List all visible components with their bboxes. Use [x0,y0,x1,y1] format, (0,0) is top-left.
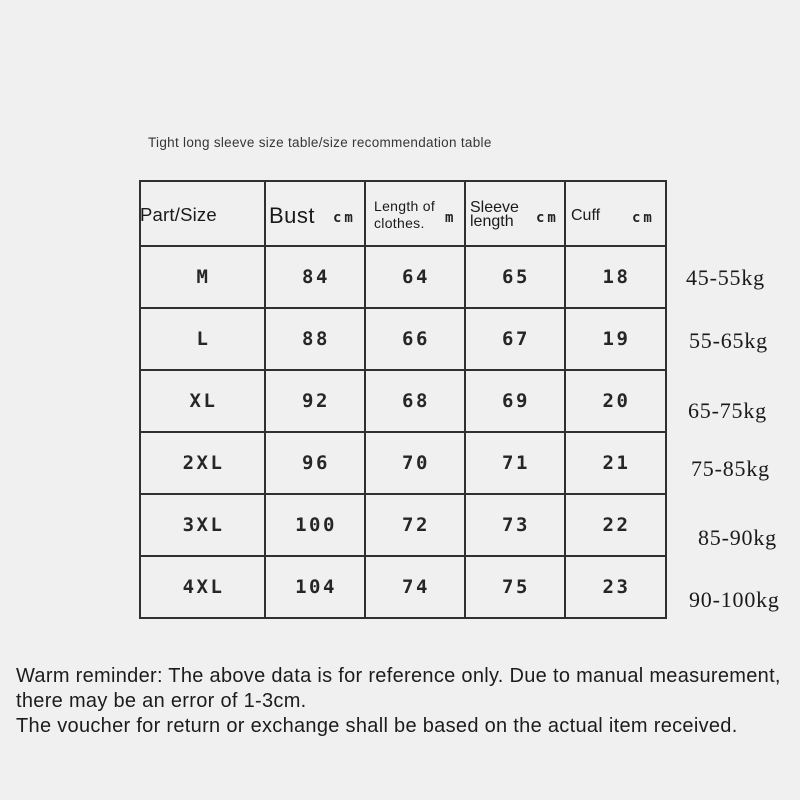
header-label-sleeve [470,201,519,229]
weight-recommendation: 55-65kg [689,328,768,353]
cell-length: 68 [365,370,465,432]
cell-cuff: 18 [565,246,666,308]
cell-bust: 92 [265,370,365,432]
cell-bust: 84 [265,246,365,308]
header-unit-length: m [445,210,457,226]
cell-cuff: 21 [565,432,666,494]
cell-cuff: 19 [565,308,666,370]
cell-sleeve: 69 [465,370,565,432]
weight-recommendation: 90-100kg [689,587,780,612]
cell-sleeve: 75 [465,556,565,618]
header-label-cuff: Cuff [571,207,601,224]
header-label-part-size: Part/Size [140,204,217,225]
cell-size: 3XL [140,494,265,556]
header-unit-cuff: cm [632,210,655,226]
header-label-length-line: Length of [374,198,436,214]
cell-length: 66 [365,308,465,370]
cell-cuff: 20 [565,370,666,432]
header-cell-sleeve [465,181,565,246]
cell-bust: 100 [265,494,365,556]
header-unit-sleeve: cm [536,210,559,226]
header-label-length-line: clothes. [374,215,425,231]
weight-recommendation: 75-85kg [691,456,770,481]
cell-length: 64 [365,246,465,308]
weight-recommendation: 45-55kg [686,265,765,290]
header-label-bust: Bust [269,203,316,228]
header-cell-length [365,181,465,246]
header-cell-bust [265,181,365,246]
size-table [140,181,666,618]
header-label-sleeve-line: length [470,213,514,230]
cell-size: 2XL [140,432,265,494]
chart-title: Tight long sleeve size table/size recommendation table [148,135,492,150]
cell-size: 4XL [140,556,265,618]
cell-size: M [140,246,265,308]
cell-sleeve: 65 [465,246,565,308]
reminder-line: The voucher for return or exchange shall be based on the actual item received. [16,715,738,737]
cell-sleeve: 73 [465,494,565,556]
cell-cuff: 23 [565,556,666,618]
reminder-line: there may be an error of 1-3cm. [16,690,307,712]
cell-sleeve: 71 [465,432,565,494]
header-label-length [374,198,435,232]
cell-size: L [140,308,265,370]
cell-bust: 96 [265,432,365,494]
header-label-sleeve-line: Sleeve [470,199,519,216]
warm-reminder [16,664,781,739]
header-cell-part-size [140,181,265,246]
cell-bust: 104 [265,556,365,618]
header-unit-bust: cm [333,210,356,226]
weight-recommendation: 65-75kg [688,398,767,423]
cell-sleeve: 67 [465,308,565,370]
cell-bust: 88 [265,308,365,370]
cell-size: XL [140,370,265,432]
cell-length: 70 [365,432,465,494]
cell-cuff: 22 [565,494,666,556]
header-cell-cuff [565,181,666,246]
cell-length: 72 [365,494,465,556]
weight-recommendation: 85-90kg [698,525,777,550]
cell-length: 74 [365,556,465,618]
reminder-line: Warm reminder: The above data is for reference only. Due to manual measurement, [16,665,781,687]
